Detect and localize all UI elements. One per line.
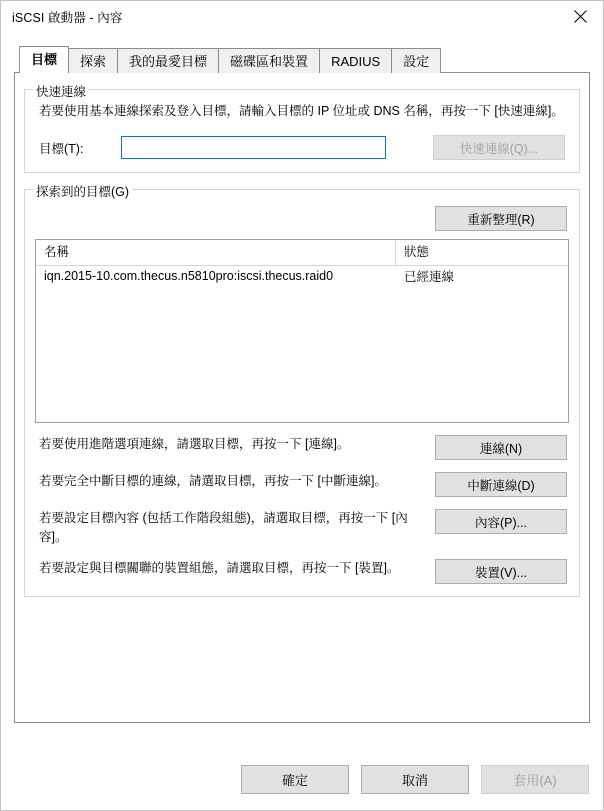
refresh-button[interactable]: 重新整理(R) xyxy=(435,206,567,231)
title-bar xyxy=(1,1,603,33)
devices-action-row xyxy=(35,559,569,584)
tab-strip xyxy=(14,46,590,73)
tab-discovery[interactable]: 探索 xyxy=(68,48,118,73)
properties-button[interactable]: 內容(P)... xyxy=(435,509,567,534)
tab-targets[interactable]: 目標 xyxy=(19,46,69,73)
column-header-name[interactable]: 名稱 xyxy=(36,240,396,265)
list-body xyxy=(36,266,568,422)
list-header xyxy=(36,240,568,266)
quick-connect-button[interactable]: 快速連線(Q)... xyxy=(433,135,565,160)
window-title: iSCSI 啟動器 - 內容 xyxy=(12,10,123,25)
discovered-targets-list[interactable] xyxy=(35,239,569,423)
disconnect-button[interactable]: 中斷連線(D) xyxy=(435,472,567,497)
dialog-content xyxy=(1,33,603,748)
connect-button[interactable]: 連線(N) xyxy=(435,435,567,460)
target-input[interactable] xyxy=(121,136,386,159)
connect-action-row xyxy=(35,435,569,460)
quick-connect-group xyxy=(24,85,580,173)
devices-button-wrap xyxy=(435,559,569,584)
cell-target-name: iqn.2015-10.com.thecus.n5810pro:iscsi.thecus.raid0 xyxy=(44,269,334,283)
devices-action-text: 若要設定與目標關聯的裝置組態，請選取目標，再按一下 [裝置]。 xyxy=(39,561,400,575)
tab-configuration[interactable]: 設定 xyxy=(391,48,441,73)
properties-action-row xyxy=(35,509,569,547)
column-header-status[interactable]: 狀態 xyxy=(404,245,430,259)
discovered-targets-group xyxy=(24,185,580,597)
disconnect-action-row xyxy=(35,472,569,497)
target-label: 目標(T): xyxy=(39,141,84,156)
tab-panel-targets xyxy=(14,72,590,723)
table-row[interactable] xyxy=(36,266,568,286)
discovered-targets-group-title: 探索到的目標(G) xyxy=(33,182,132,200)
cell-target-status: 已經連線 xyxy=(404,270,455,284)
tab-radius[interactable]: RADIUS xyxy=(319,48,392,73)
cancel-button[interactable]: 取消 xyxy=(361,765,469,794)
properties-button-wrap xyxy=(435,509,569,534)
close-icon[interactable] xyxy=(557,2,603,32)
properties-action-text: 若要設定目標內容 (包括工作階段組態)，請選取目標，再按一下 [內容]。 xyxy=(39,511,408,544)
disconnect-button-wrap xyxy=(435,472,569,497)
quick-connect-description: 若要使用基本連線探索及登入目標，請輸入目標的 IP 位址或 DNS 名稱，再按一下 [快速連線]。 xyxy=(39,104,564,118)
ok-button[interactable]: 確定 xyxy=(241,765,349,794)
dialog-footer xyxy=(1,748,603,810)
devices-button[interactable]: 裝置(V)... xyxy=(435,559,567,584)
tab-favorite-targets[interactable]: 我的最愛目標 xyxy=(117,48,219,73)
quick-connect-row xyxy=(35,135,569,160)
tab-volumes-and-devices[interactable]: 磁碟區和裝置 xyxy=(218,48,320,73)
connect-button-wrap xyxy=(435,435,569,460)
disconnect-action-text: 若要完全中斷目標的連線，請選取目標，再按一下 [中斷連線]。 xyxy=(39,474,387,488)
apply-button[interactable]: 套用(A) xyxy=(481,765,589,794)
quick-connect-group-title: 快速連線 xyxy=(33,82,89,100)
connect-action-text: 若要使用進階選項連線，請選取目標，再按一下 [連線]。 xyxy=(39,437,350,451)
refresh-row xyxy=(35,206,569,231)
